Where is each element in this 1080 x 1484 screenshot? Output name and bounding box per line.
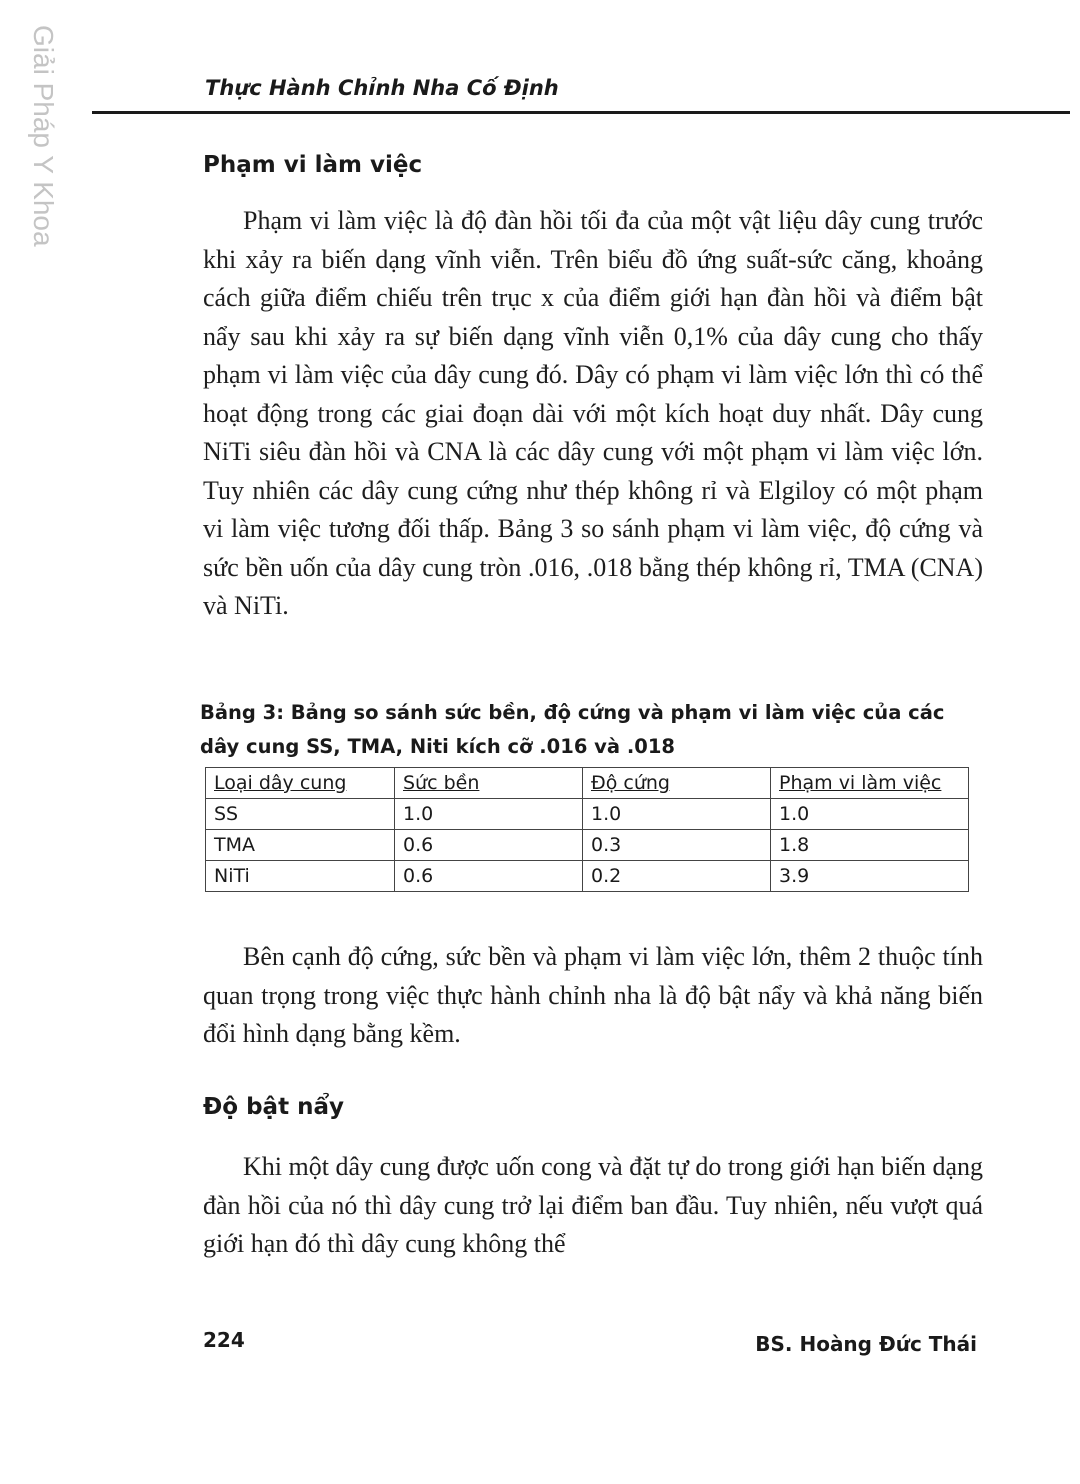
paragraph-working-range: Phạm vi làm việc là độ đàn hồi tối đa của một vật liệu dây cung trước khi xảy ra biến dạng vĩnh viễn. Trên biểu đồ ứng suất-sức căng, khoảng cách giữa điểm chiếu trên trục x của điểm giới hạn đàn hồi và điểm bật nẩy sau khi xảy ra sự biến dạng vĩnh viễn 0,1% của dây cung cho thấy phạm vi làm việc của dây cung đó. Dây có phạm vi làm việc lớn thì có thể hoạt động trong các giai đoạn dài với một kích hoạt duy nhất. Dây cung NiTi siêu đàn hồi và CNA là các dây cung với một phạm vi làm việc lớn. Tuy nhiên các dây cung cứng như thép không rỉ và Elgiloy có một phạm vi làm việc tương đối thấp. Bảng 3 so sánh phạm vi làm việc, độ cứng và sức bền uốn của dây cung tròn .016, .018 bằng thép không rỉ, TMA (CNA) và NiTi. [203,206,983,620]
table-cell: TMA [206,830,395,861]
running-header: Thực Hành Chỉnh Nha Cố Định [205,76,559,100]
table-cell: 0.2 [583,861,771,892]
table-cell: SS [206,799,395,830]
table-cell: 1.8 [771,830,969,861]
section-heading-springback: Độ bật nẩy [203,1094,344,1120]
table-header-cell: Độ cứng [583,768,771,799]
table-row [206,799,969,830]
table-caption: Bảng 3: Bảng so sánh sức bền, độ cứng và phạm vi làm việc của các dây cung SS, TMA, Niti kích cỡ .016 và .018 [200,701,945,758]
header-rule [92,111,1070,114]
table-header-cell: Phạm vi làm việc [771,768,969,799]
section-heading-working-range: Phạm vi làm việc [203,152,423,178]
comparison-table [205,767,969,892]
page-number: 224 [203,1328,245,1352]
footer-author: BS. Hoàng Đức Thái [755,1332,977,1356]
table-cell: NiTi [206,861,395,892]
paragraph-additional-properties: Bên cạnh độ cứng, sức bền và phạm vi làm việc lớn, thêm 2 thuộc tính quan trọng trong việc thực hành chỉnh nha là độ bật nẩy và khả năng biến đổi hình dạng bằng kềm. [203,942,983,1048]
table-cell: 0.6 [395,861,583,892]
paragraph-springback: Khi một dây cung được uốn cong và đặt tự do trong giới hạn biến dạng đàn hồi của nó thì dây cung trở lại điểm ban đầu. Tuy nhiên, nếu vượt quá giới hạn đó thì dây cung không thể [203,1152,983,1258]
table-row [206,861,969,892]
table-header-row [206,768,969,799]
table-header-cell: Sức bền [395,768,583,799]
table-header-cell: Loại dây cung [206,768,395,799]
table-cell: 1.0 [583,799,771,830]
table-cell: 0.3 [583,830,771,861]
table-cell: 1.0 [771,799,969,830]
watermark-text: Giải Pháp Y Khoa [28,25,59,247]
table-row [206,830,969,861]
table-cell: 0.6 [395,830,583,861]
table-cell: 1.0 [395,799,583,830]
table-cell: 3.9 [771,861,969,892]
